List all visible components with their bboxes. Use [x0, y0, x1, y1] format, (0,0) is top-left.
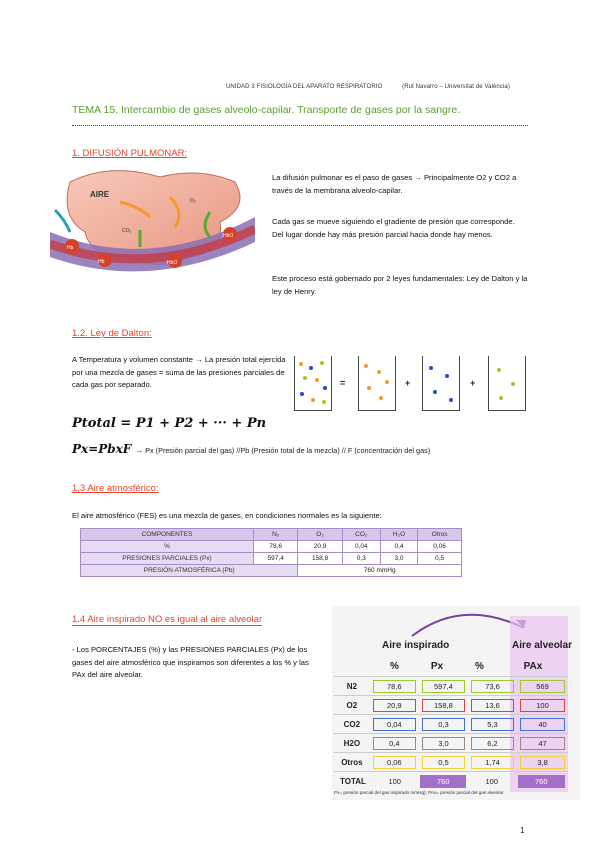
px-equation: Px=PbxF — [72, 442, 132, 456]
comparison-row — [334, 733, 568, 752]
page-title: TEMA 15. Intercambio de gases alveolo-capilar. Transporte de gases por la sangre. — [72, 104, 461, 116]
table-cell: 0,4 — [380, 541, 417, 553]
comparison-cell: 20,9 — [373, 699, 416, 712]
row-label: PRESIÓN ATMOSFÉRICA (Pb) — [81, 565, 298, 577]
comparison-table — [334, 656, 568, 676]
table-header-row — [81, 529, 462, 541]
s1-paragraph-3: Este proceso está gobernado por 2 leyes fundamentales: Ley de Dalton y la ley de Henry. — [272, 274, 528, 296]
running-header — [226, 84, 528, 90]
op-equals: = — [340, 378, 346, 388]
comparison-cell: 0,4 — [373, 737, 416, 750]
hbo2-label: HbO — [167, 260, 178, 266]
atmospheric-intro: El aire atmosférico (FES) es una mezcla de gases, en condiciones normales es la siguiente: — [72, 511, 382, 520]
inspired-title: Aire inspirado — [382, 640, 450, 651]
table-row — [81, 553, 462, 565]
table-cell: 0,5 — [418, 553, 462, 565]
dotted-divider — [72, 125, 528, 126]
comparison-cell: 100 — [520, 699, 565, 712]
table-cell: 0,06 — [418, 541, 462, 553]
comparison-cell: 0,3 — [422, 718, 465, 731]
table-cell: 597,4 — [253, 553, 297, 565]
comparison-cell: 158,8 — [422, 699, 465, 712]
section-1-2-heading: 1.2. Ley de Dalton: — [72, 328, 152, 339]
table-cell: 78,6 — [253, 541, 297, 553]
gas-label: CO2 — [343, 719, 361, 729]
col-header: % — [389, 660, 399, 672]
gas-label: Otros — [341, 757, 363, 767]
section-1-heading: 1. DIFUSIÓN PULMONAR: — [72, 148, 188, 159]
comparison-cell: 78,6 — [373, 680, 416, 693]
table-header-cell: COMPONENTES — [81, 529, 254, 541]
table-header-cell: CO₂ — [342, 529, 380, 541]
col-header: PAx — [523, 660, 543, 672]
comparison-cell: 3,8 — [520, 756, 565, 769]
gas-label: O2 — [346, 700, 358, 710]
row-label: PRESIONES PARCIALES (Px) — [81, 553, 254, 565]
s1-paragraph-2: Cada gas se mueve siguiendo el gradiente de presión que corresponde. Del lugar donde hay más presión parcial hacia donde hay menos. — [272, 217, 515, 239]
table-cell: 3,0 — [380, 553, 417, 565]
hb-label: Hb — [67, 245, 74, 251]
px-equation-note: → Px (Presión parcial del gas) //Pb (Presión total de la mezcla) // F (concentración del gas) — [135, 446, 431, 455]
comparison-row — [334, 771, 568, 790]
section-1-4-heading: 1.4 Aire inspirado NO es igual al aire alveolar — [72, 614, 263, 625]
comparison-cell: 760 — [420, 775, 466, 788]
aire-label: AIRE — [90, 190, 110, 199]
comparison-row — [334, 676, 568, 695]
table-header-cell: H₂O — [380, 529, 417, 541]
inspired-vs-alveolar-text: - Los PORCENTAJES (%) y las PRESIONES PARCIALES (Px) de los gases del aire atmosférico que inspiramos son diferentes a los % y las PAx del aire alveolar. — [72, 645, 309, 679]
comparison-header-row — [334, 656, 568, 676]
row-label: % — [81, 541, 254, 553]
table-row — [81, 565, 462, 577]
comparison-cell: 100 — [485, 776, 499, 786]
comparison-footnote: Px= presión parcial del gas inspirado mmHg); PAx= presión parcial del gas alveolar — [334, 790, 504, 795]
header-unit: UNIDAD 3 FISIOLOGÍA DEL APARATO RESPIRATORIO — [226, 84, 383, 90]
gas-label: N2 — [346, 681, 357, 691]
comparison-rows — [334, 676, 568, 790]
comparison-cell: 569 — [520, 680, 565, 693]
dalton-equation: Ptotal = P1 + P2 + ··· + Pn — [72, 416, 267, 431]
comparison-cell: 0,06 — [373, 756, 416, 769]
beaker-gas-2 — [422, 356, 460, 411]
atmospheric-air-table — [80, 528, 462, 577]
s1-paragraph-1: La difusión pulmonar es el paso de gases → Principalmente O2 y CO2 a través de la membrana alveolo-capilar. — [272, 173, 517, 195]
comparison-cell: 100 — [388, 776, 401, 786]
comparison-cell: 47 — [520, 737, 565, 750]
comparison-figure — [332, 606, 580, 800]
table-cell: 0,04 — [342, 541, 380, 553]
comparison-cell: 40 — [520, 718, 565, 731]
comparison-cell: 73,6 — [471, 680, 514, 693]
table-header-cell: Otros — [418, 529, 462, 541]
table-header-cell: O₂ — [298, 529, 342, 541]
hbo2-label-2: HbO — [223, 233, 234, 239]
comparison-cell: 0,5 — [422, 756, 465, 769]
comparison-cell: 3,0 — [422, 737, 465, 750]
table-header-cell: N₂ — [253, 529, 297, 541]
o2-label: O₂ — [190, 198, 196, 204]
alveolar-title: Aire alveolar — [512, 640, 573, 651]
comparison-cell: 597,4 — [422, 680, 465, 693]
dalton-text: A Temperatura y volumen constante → La presión total ejercida por una mezcla de gases = suma de las presiones parciales de cada gas por separado. — [72, 355, 286, 389]
comparison-cell: 5,3 — [471, 718, 514, 731]
alveolus-illustration — [50, 162, 255, 282]
comparison-cell: 760 — [518, 775, 565, 788]
gas-label: H2O — [343, 738, 361, 748]
table-cell: 0,3 — [342, 553, 380, 565]
hb-label-2: Hb — [98, 259, 105, 265]
comparison-row — [334, 752, 568, 771]
table-row — [81, 541, 462, 553]
comparison-cell: 0,04 — [373, 718, 416, 731]
beaker-mixture — [294, 356, 332, 411]
beaker-gas-1 — [358, 356, 396, 411]
table-cell: 20,9 — [298, 541, 342, 553]
beaker-gas-3 — [488, 356, 526, 411]
col-header: Px — [430, 660, 444, 672]
header-author: (Rut Navarro – Universitat de València) — [402, 84, 510, 90]
page-number: 1 — [520, 826, 525, 835]
partial-pressure-formula — [72, 440, 430, 458]
op-plus-2: + — [470, 378, 476, 388]
table-cell: 760 mmHg — [298, 565, 462, 577]
comparison-cell: 6,2 — [471, 737, 514, 750]
gas-label: TOTAL — [340, 776, 366, 786]
col-header: % — [475, 660, 484, 672]
section-1-3-heading: 1.3 Aire atmosférico: — [72, 483, 159, 494]
co2-label: CO₂ — [122, 228, 132, 234]
table-cell: 158,8 — [298, 553, 342, 565]
op-plus-1: + — [405, 378, 411, 388]
dalton-beakers — [292, 338, 532, 414]
comparison-row — [334, 695, 568, 714]
comparison-cell: 1,74 — [471, 756, 514, 769]
comparison-row — [334, 714, 568, 733]
comparison-cell: 13,6 — [471, 699, 514, 712]
